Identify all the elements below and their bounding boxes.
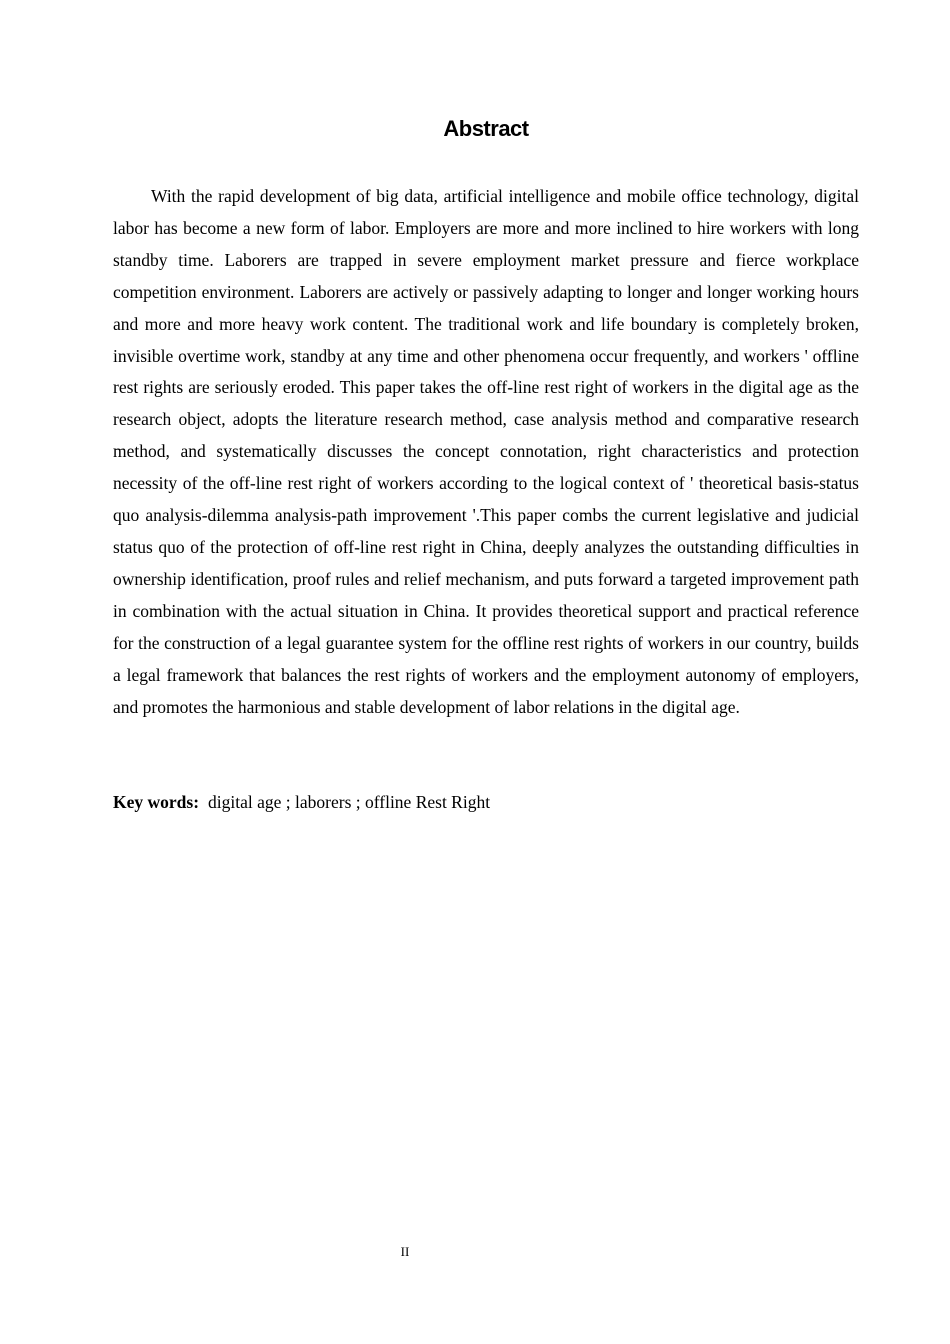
keywords-line — [113, 787, 490, 819]
abstract-body: With the rapid development of big data, artificial intelligence and mobile office technology, digital labor has become a new form of labor. Employers are more and more inclined to hire workers with long standby time. Laborers are trapped in severe employment market pressure and fierce workplace competition environment. Laborers are actively or passively adapting to longer and longer working hours and more and more heavy work content. The traditional work and life boundary is completely broken, invisible overtime work, standby at any time and other phenomena occur frequently, and workers ' offline rest rights are seriously eroded. This paper takes the off-line rest right of workers in the digital age as the research object, adopts the literature research method, case analysis method and comparative research method, and systematically discusses the concept connotation, right characteristics and protection necessity of the off-line rest right of workers according to the logical context of ' theoretical basis-status quo analysis-dilemma analysis-path improvement '.This paper combs the current legislative and judicial status quo of the protection of off-line rest right in China, deeply analyzes the outstanding difficulties in ownership identification, proof rules and relief mechanism, and puts forward a targeted improvement path in combination with the actual situation in China. It provides theoretical support and practical reference for the construction of a legal guarantee system for the offline rest rights of workers in our country, builds a legal framework that balances the rest rights of workers and the employment autonomy of employers, and promotes the harmonious and stable development of labor relations in the digital age. — [113, 186, 859, 717]
keywords-value: digital age ; laborers ; offline Rest Right — [208, 792, 491, 812]
abstract-title: Abstract — [443, 116, 529, 141]
page-number: II — [400, 1244, 410, 1259]
keywords-label: Key words: — [113, 792, 200, 812]
